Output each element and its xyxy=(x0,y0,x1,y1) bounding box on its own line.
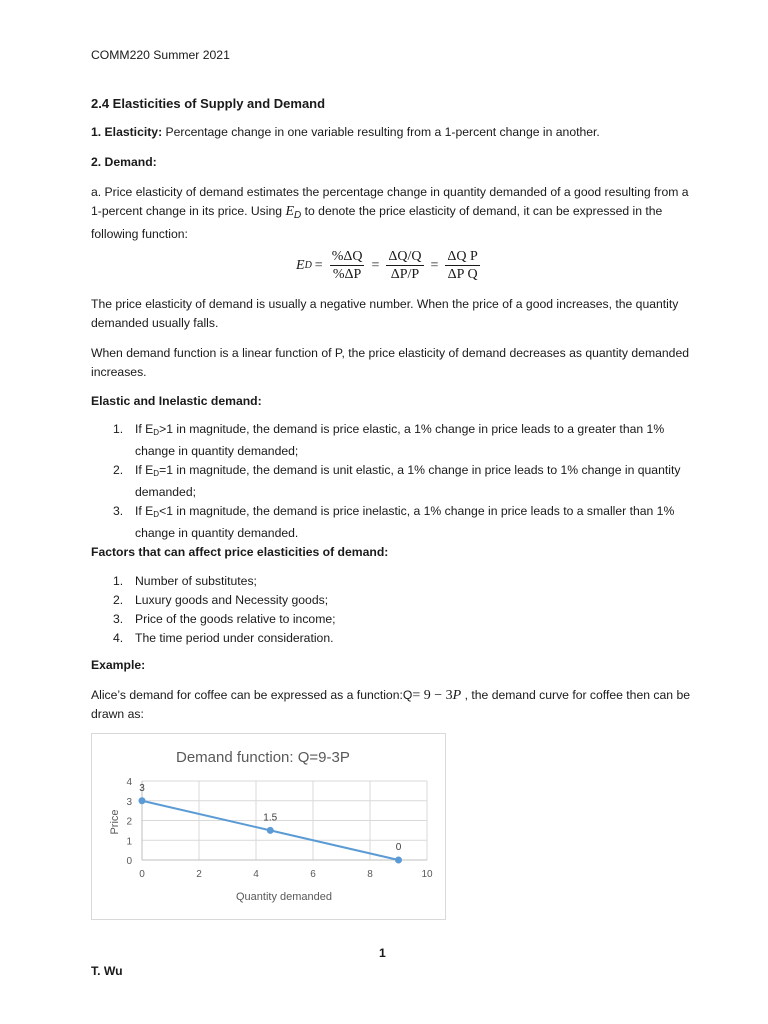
chart-series xyxy=(139,783,403,864)
x-tick-label: 6 xyxy=(310,869,316,880)
list-number: 1. xyxy=(113,574,124,588)
fraction-3-denominator: ΔP Q xyxy=(447,266,478,282)
list-text-post: =1 in magnitude, the demand is unit elastic, a 1% change in price leads to 1% change in quantity demanded; xyxy=(135,463,681,499)
elasticity-formula xyxy=(296,244,484,286)
elastic-list-item xyxy=(91,461,691,502)
chart-title xyxy=(176,749,350,766)
formula-equals-2: = xyxy=(371,257,380,273)
x-tick-label: 0 xyxy=(139,869,145,880)
data-point xyxy=(139,797,146,804)
list-number: 1. xyxy=(113,422,124,436)
demand-heading: 2. Demand: xyxy=(91,155,157,169)
chart-grid xyxy=(142,781,427,860)
linear-demand-paragraph: When demand function is a linear function of P, the price elasticity of demand decreases as quantity demanded increases. xyxy=(91,346,689,379)
factors-list-item xyxy=(91,610,691,629)
price-elasticity-part1: a. Price elasticity of demand estimates the percentage change in quantity demanded of a good resulting from a 1-percent change in its price. Using xyxy=(91,185,689,218)
list-text-pre: If E xyxy=(135,504,154,518)
chart-ticks xyxy=(126,777,433,880)
chart-title-suffix: Q=9-3P xyxy=(297,749,350,766)
formula-equals-1: = xyxy=(314,257,323,273)
list-text-pre: If E xyxy=(135,463,154,477)
list-number: 2. xyxy=(113,463,124,477)
fraction-2-denominator: ΔP/P xyxy=(390,266,420,282)
course-header: COMM220 Summer 2021 xyxy=(91,48,230,62)
elasticity-text: Percentage change in one variable resulting from a 1-percent change in another. xyxy=(162,125,600,139)
list-text: The time period under consideration. xyxy=(135,631,334,645)
fraction-1-numerator: %ΔQ xyxy=(331,248,363,264)
chart-title-prefix: Demand function: xyxy=(176,749,298,766)
price-elasticity-part2: to denote the price elasticity of demand, it can be expressed in the following function: xyxy=(91,204,663,241)
formula-fraction-2 xyxy=(386,248,423,283)
y-tick-label: 0 xyxy=(126,856,132,867)
factors-list-item xyxy=(91,629,691,648)
list-text: Number of substitutes; xyxy=(135,574,257,588)
x-axis-label: Quantity demanded xyxy=(235,891,333,903)
ed-symbol: E xyxy=(285,204,294,219)
list-text: Price of the goods relative to income; xyxy=(135,612,336,626)
formula-lhs: E xyxy=(296,257,305,273)
list-text: Luxury goods and Necessity goods; xyxy=(135,593,329,607)
list-text-sub: D xyxy=(153,428,160,437)
list-text-sub: D xyxy=(153,469,160,478)
example-equation: = 9 − 3 xyxy=(412,688,453,703)
list-text-post: <1 in magnitude, the demand is price inelastic, a 1% change in price leads to a smaller than 1% change in quantity demanded. xyxy=(135,504,675,540)
example-text-2: , the demand curve for coffee then can be drawn as: xyxy=(91,688,690,721)
ed-symbol-sub: D xyxy=(294,210,302,221)
elasticity-label: 1. Elasticity: xyxy=(91,125,163,139)
elastic-list-item xyxy=(91,420,691,461)
factors-heading: Factors that can affect price elasticities of demand: xyxy=(91,545,389,559)
y-axis-label: Price xyxy=(109,809,121,835)
section-title: 2.4 Elasticities of Supply and Demand xyxy=(91,96,326,111)
formula-fraction-1 xyxy=(330,248,365,283)
price-elasticity-paragraph xyxy=(91,183,691,244)
list-number: 3. xyxy=(113,504,124,518)
fraction-3-numerator: ΔQ P xyxy=(447,248,478,264)
fraction-1-denominator: %ΔP xyxy=(332,266,362,282)
y-tick-label: 2 xyxy=(126,816,132,828)
formula-equals-3: = xyxy=(430,257,439,273)
factors-list-item xyxy=(91,591,691,610)
example-text-1: Alice’s demand for coffee can be expressed as a function:Q xyxy=(91,688,413,702)
list-text-sub: D xyxy=(153,510,160,519)
fraction-2-numerator: ΔQ/Q xyxy=(388,248,422,264)
y-tick-label: 1 xyxy=(126,836,132,848)
elastic-list-item xyxy=(91,502,691,543)
author: T. Wu xyxy=(91,964,123,978)
data-point xyxy=(395,857,402,864)
elastic-list xyxy=(91,420,691,543)
demand-chart-svg xyxy=(92,734,445,919)
negative-number-paragraph: The price elasticity of demand is usually a negative number. When the price of a good increases, the quantity demanded usually falls. xyxy=(91,297,679,330)
y-tick-label: 3 xyxy=(126,796,132,808)
y-tick-label: 4 xyxy=(126,777,132,788)
data-label: 1.5 xyxy=(263,812,278,824)
example-paragraph xyxy=(91,686,691,724)
x-tick-label: 10 xyxy=(421,869,433,880)
data-point xyxy=(267,827,274,834)
factors-list-item xyxy=(91,572,691,591)
list-number: 2. xyxy=(113,593,124,607)
elasticity-definition xyxy=(91,123,691,142)
list-number: 3. xyxy=(113,612,124,626)
list-text-pre: If E xyxy=(135,422,154,436)
example-heading: Example: xyxy=(91,658,146,672)
example-variable: P xyxy=(452,688,462,703)
formula-fraction-3 xyxy=(445,248,479,283)
list-number: 4. xyxy=(113,631,124,645)
data-label: 0 xyxy=(395,842,402,853)
data-label: 3 xyxy=(139,782,145,794)
list-text-post: >1 in magnitude, the demand is price elastic, a 1% change in price leads to a greater than 1% change in quantity demanded; xyxy=(135,422,665,458)
x-tick-label: 8 xyxy=(367,869,373,880)
page-number: 1 xyxy=(379,946,386,960)
formula-lhs-sub: D xyxy=(304,259,312,271)
factors-list xyxy=(91,572,691,648)
x-tick-label: 4 xyxy=(253,869,259,880)
elastic-inelastic-heading: Elastic and Inelastic demand: xyxy=(91,394,262,408)
demand-chart xyxy=(91,733,446,920)
x-tick-label: 2 xyxy=(196,869,202,880)
